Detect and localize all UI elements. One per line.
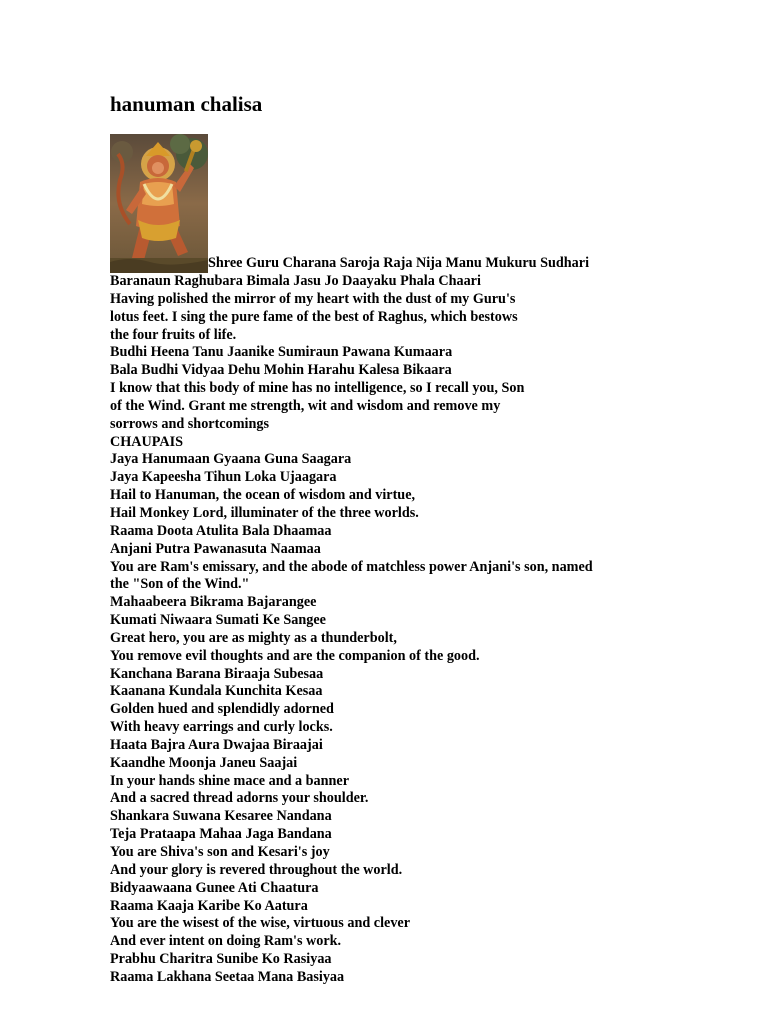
verse-line: Hail Monkey Lord, illuminater of the three worlds.	[110, 504, 419, 521]
verse-lines	[110, 273, 670, 987]
verse-line: Bala Budhi Vidyaa Dehu Mohin Harahu Kalesa Bikaara	[110, 362, 452, 379]
verse-line: Mahaabeera Bikrama Bajarangee	[110, 594, 317, 611]
first-verse-line: Shree Guru Charana Saroja Raja Nija Manu Mukuru Sudhari	[208, 255, 590, 272]
verse-line: Prabhu Charitra Sunibe Ko Rasiyaa	[110, 951, 332, 968]
verse-line: Raama Kaaja Karibe Ko Aatura	[110, 897, 308, 914]
verse-line: Jaya Hanumaan Gyaana Guna Saagara	[110, 451, 352, 468]
verse-line: With heavy earrings and curly locks.	[110, 719, 333, 736]
verse-line: the "Son of the Wind."	[110, 576, 250, 593]
verse-line: You are Shiva's son and Kesari's joy	[110, 844, 330, 860]
verse-line: You are the wisest of the wise, virtuous and clever	[110, 915, 411, 932]
hanuman-image-icon	[110, 134, 208, 273]
verse-line: of the Wind. Grant me strength, wit and wisdom and remove my	[110, 397, 501, 414]
verse-line: Jaya Kapeesha Tihun Loka Ujaagara	[110, 469, 337, 486]
chalisa-text	[110, 134, 670, 987]
verse-line: Kanchana Barana Biraaja Subesaa	[110, 665, 324, 682]
verse-line: Bidyaawaana Gunee Ati Chaatura	[110, 879, 319, 896]
verse-line: Raama Lakhana Seetaa Mana Basiyaa	[110, 968, 345, 985]
verse-line: You are Ram's emissary, and the abode of matchless power Anjani's son, named	[110, 558, 593, 575]
verse-line: Haata Bajra Aura Dwajaa Biraajai	[110, 736, 323, 753]
verse-line: Kaandhe Moonja Janeu Saajai	[110, 754, 298, 771]
verse-line: Great hero, you are as mighty as a thunderbolt,	[110, 629, 397, 646]
verse-line: lotus feet. I sing the pure fame of the best of Raghus, which bestows	[110, 308, 518, 325]
verse-line: And a sacred thread adorns your shoulder.	[110, 790, 369, 807]
verse-line: Baranaun Raghubara Bimala Jasu Jo Daayaku Phala Chaari	[110, 273, 481, 289]
verse-line: And ever intent on doing Ram's work.	[110, 933, 342, 950]
verse-line: I know that this body of mine has no intelligence, so I recall you, Son	[110, 380, 525, 397]
verse-line: Kaanana Kundala Kunchita Kesaa	[110, 683, 323, 700]
verse-line: Teja Prataapa Mahaa Jaga Bandana	[110, 826, 332, 843]
verse-line: sorrows and shortcomings	[110, 415, 269, 432]
verse-line: And your glory is revered throughout the world.	[110, 861, 403, 878]
verse-line: Raama Doota Atulita Bala Dhaamaa	[110, 522, 332, 539]
verse-line: Hail to Hanuman, the ocean of wisdom and virtue,	[110, 487, 416, 504]
page-title: hanuman chalisa	[110, 92, 263, 116]
verse-line: the four fruits of life.	[110, 326, 237, 343]
verse-line: Golden hued and splendidly adorned	[110, 701, 334, 718]
verse-line: CHAUPAIS	[110, 433, 184, 450]
first-line-with-image	[110, 134, 670, 273]
verse-line: Shankara Suwana Kesaree Nandana	[110, 808, 332, 825]
verse-line: Anjani Putra Pawanasuta Naamaa	[110, 540, 321, 557]
verse-line: Kumati Niwaara Sumati Ke Sangee	[110, 612, 326, 629]
verse-line: In your hands shine mace and a banner	[110, 772, 350, 789]
verse-line: You remove evil thoughts and are the companion of the good.	[110, 647, 480, 664]
verse-line: Having polished the mirror of my heart with the dust of my Guru's	[110, 290, 516, 307]
verse-line: Budhi Heena Tanu Jaanike Sumiraun Pawana Kumaara	[110, 344, 453, 361]
